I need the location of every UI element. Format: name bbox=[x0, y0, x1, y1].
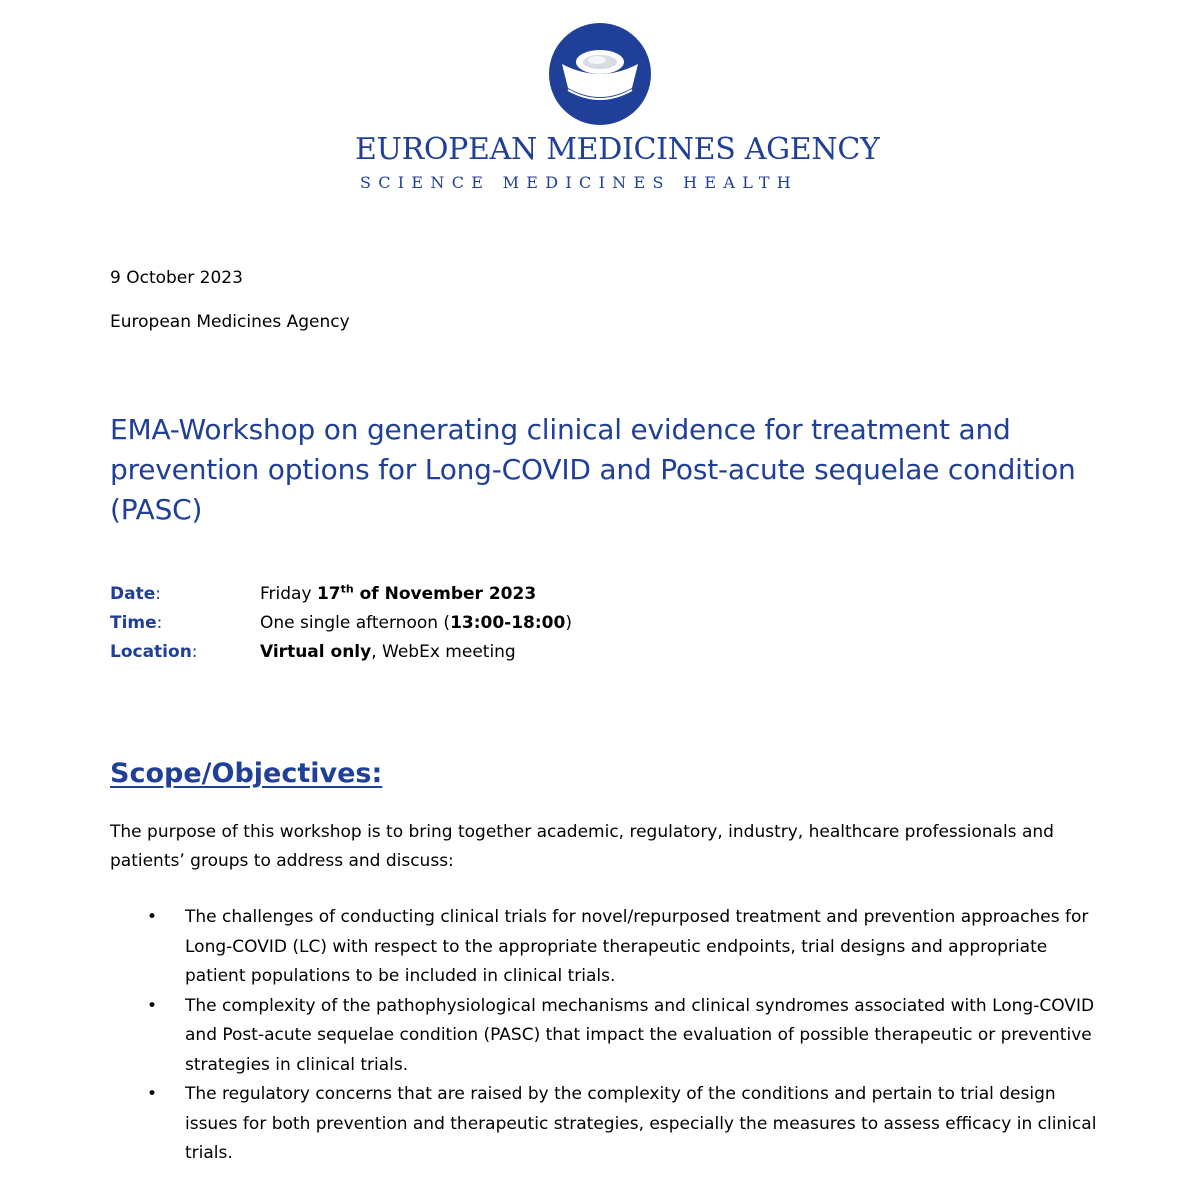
meta-value-location: Virtual only, WebEx meeting bbox=[260, 642, 516, 662]
document-organisation: European Medicines Agency bbox=[110, 312, 350, 332]
meta-value-date: Friday 17th of November 2023 bbox=[260, 582, 537, 604]
meta-label-location: Location bbox=[110, 642, 192, 662]
meta-colon: : bbox=[155, 584, 161, 604]
meta-value-time: One single afternoon (13:00-18:00) bbox=[260, 613, 572, 633]
ema-emblem-icon bbox=[548, 22, 652, 126]
list-item: • The complexity of the pathophysiological mechanisms and clinical syndromes associated with Long-COVID and Post-acute sequelae condition (PASC) that impact the evaluation of possible therapeutic or preventive strategies in clinical trials. bbox=[110, 992, 1110, 1081]
logo-agency-name: EUROPEAN MEDICINES AGENCY bbox=[355, 132, 880, 167]
ema-logo bbox=[0, 22, 1200, 126]
bullet-icon: • bbox=[147, 995, 158, 1016]
meta-colon: : bbox=[156, 613, 163, 633]
scope-list bbox=[110, 903, 1110, 1169]
list-item: • The regulatory concerns that are raised by the complexity of the conditions and pertain to trial design issues for both prevention and therapeutic strategies, especially the measures to assess efficacy in clinical trials. bbox=[110, 1080, 1110, 1169]
bullet-icon: • bbox=[147, 907, 158, 927]
logo-tagline: SCIENCE MEDICINES HEALTH bbox=[360, 173, 799, 192]
document-date: 9 October 2023 bbox=[110, 268, 243, 288]
scope-heading: Scope/Objectives: bbox=[110, 758, 383, 789]
list-item: • The challenges of conducting clinical trials for novel/repurposed treatment and prevention approaches for Long-COVID (LC) with respect to the appropriate therapeutic endpoints, trial designs and appropriate patient populations to be included in clinical trials. bbox=[110, 903, 1110, 992]
meta-colon: : bbox=[191, 642, 198, 662]
meta-label-time: Time bbox=[110, 613, 157, 633]
bullet-icon: • bbox=[147, 1084, 158, 1104]
meta-label-date: Date bbox=[110, 584, 156, 604]
scope-intro: The purpose of this workshop is to bring together academic, regulatory, industry, healthcare professionals and patients’ groups to address and discuss: bbox=[110, 822, 1054, 871]
workshop-title: EMA-Workshop on generating clinical evidence for treatment and prevention options for Long-COVID and Post-acute sequelae condition (PASC) bbox=[110, 413, 1076, 526]
